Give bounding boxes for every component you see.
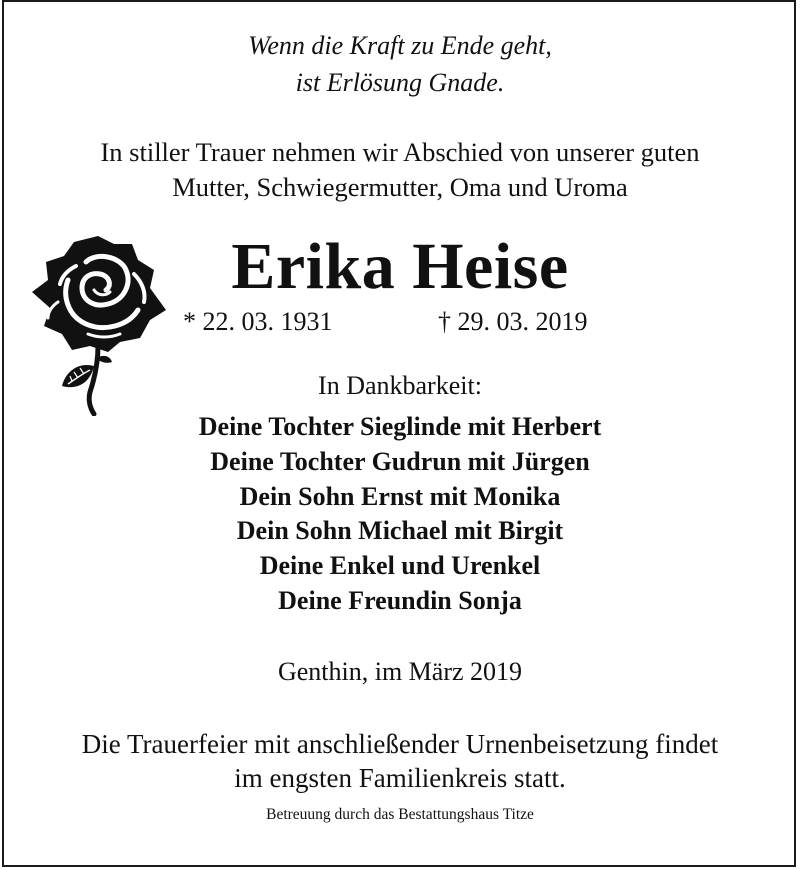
motto-line-2: ist Erlösung Gnade.: [295, 68, 505, 97]
intro-line-1: In stiller Trauer nehmen wir Abschied von unserer guten: [100, 137, 700, 167]
birth-date: * 22. 03. 1931: [183, 307, 333, 336]
family-line: Deine Tochter Gudrun mit Jürgen: [210, 447, 590, 476]
family-line: Dein Sohn Ernst mit Monika: [239, 482, 561, 511]
deceased-name: Erika Heise: [231, 230, 569, 303]
family-line: Dein Sohn Michael mit Birgit: [236, 516, 564, 545]
thanks-heading: In Dankbarkeit:: [318, 371, 482, 400]
place-date: Genthin, im März 2019: [277, 657, 523, 686]
funeral-service-credit: Betreuung durch das Bestattungshaus Titze: [266, 806, 534, 823]
funeral-note-line-1: Die Trauerfeier mit anschließender Urnenbeisetzung findet: [81, 729, 719, 759]
family-line: Deine Enkel und Urenkel: [259, 551, 541, 580]
motto-line-1: Wenn die Kraft zu Ende geht,: [248, 31, 552, 60]
intro-line-2: Mutter, Schwiegermutter, Oma und Uroma: [172, 172, 628, 202]
death-date: † 29. 03. 2019: [438, 307, 588, 336]
family-line: Deine Freundin Sonja: [278, 586, 522, 615]
funeral-note-line-2: im engsten Familienkreis statt.: [234, 763, 566, 793]
family-line: Deine Tochter Sieglinde mit Herbert: [198, 412, 602, 441]
